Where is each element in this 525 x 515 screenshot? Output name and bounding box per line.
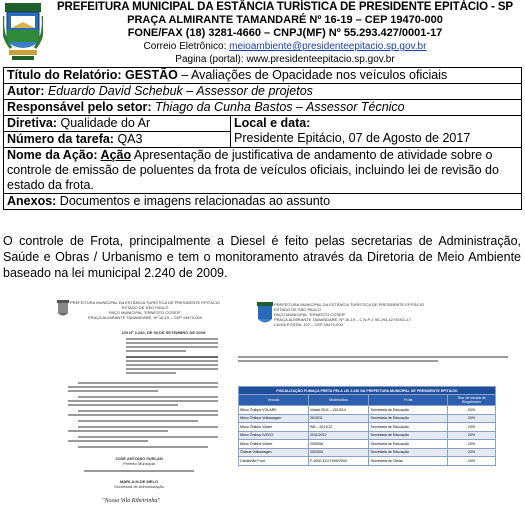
mini-letterhead-line: PAÇO MUNICIPAL "ERNESTO COSER" [274,312,347,317]
text-line [84,470,194,472]
law-title: LEI Nº 2.240, DE 09 DE SETEMBRO DE 2009. [121,330,207,335]
text-line [126,360,218,362]
table-cell: F-4000 4X4 1999/2000 [308,457,369,466]
inspection-table [238,386,496,466]
mini-letterhead-line: CAIXA POSTAL 107 – CEP 19470-000 [274,322,343,327]
report-info-table [3,67,522,210]
text-line [126,338,218,340]
table-cell: 20% [448,414,496,423]
table-row [239,448,496,457]
directive-label: Diretiva: [7,116,61,130]
text-line [78,382,218,384]
report-title-rest: – Avaliações de Opacidade nos veículos oficiais [177,68,448,82]
inspection-table-title: FISCALIZAÇÃO FUMAÇA PRETA PELA LEI 2.240 NA PREFEITURA MUNICIPAL DE PRESIDENTE EPITÁCIO [239,387,496,395]
table-row [239,423,496,432]
directive-row [4,116,522,132]
table-cell: Micro Ônibus IVECO [239,431,309,440]
email-link[interactable]: meioambiente@presidenteepitacio.sp.gov.br [229,41,427,52]
table-cell: W8 – 2011/12 [308,423,369,432]
table-cell: Micro Ônibus VOLARE [239,406,309,415]
site-link[interactable]: www.presidenteepitacio.sp.gov.br [246,54,395,65]
letterhead [48,1,522,66]
inspection-table-header-row [239,395,496,406]
text-line [68,390,158,392]
mini-letterhead-line: PRAÇA ALMIRANTE TAMANDARÉ, Nº 16-19 – CEP 19470-000 [88,315,202,320]
text-line [78,446,208,448]
text-line [238,360,438,362]
mini-letterhead-line: PREFEITURA MUNICIPAL DA ESTÂNCIA TURÍSTICA DE PRESIDENTE EPITÁCIO [274,302,424,307]
report-title-row [4,68,522,84]
table-row [239,457,496,466]
letterhead-institution: PREFEITURA MUNICIPAL DA ESTÂNCIA TURÍSTICA DE PRESIDENTE EPITÁCIO - SP [56,1,513,13]
report-title-label: Título do Relatório: [7,68,126,82]
mini-crest-icon [256,302,274,328]
text-line [126,372,176,374]
letterhead-phone: FONE/FAX (18) 3281-4660 – CNPJ(MF) Nº 55.293.427/0001-17 [127,27,443,39]
mayor-name: JOSÉ ANTONIO FURLAN [115,456,163,461]
text-line [68,400,218,402]
column-header: Teor de escala de Ringelmann [448,395,496,406]
table-cell: Secretaria de Educação [369,448,448,457]
text-line [78,436,218,438]
text-line [126,342,218,344]
text-line [126,350,186,352]
place-date-value: Presidente Epitácio, 07 de Agosto de 2017 [234,131,471,145]
inspection-table-title-row [239,387,496,395]
text-line [68,414,218,416]
table-cell: Ônibus Volkswagen [239,448,309,457]
place-date-label: Local e data: [234,116,311,130]
action-value: Apresentação de justificativa de andamento de atividade sobre o controle de emissão de poluentes da frota de veículos oficiais, incluindo lei de revisão do estado da frota. [7,148,499,192]
letterhead-site-line [48,53,522,66]
table-cell: Volare 2011 – 2013/14 [308,406,369,415]
table-cell: 2010/11 [308,414,369,423]
annex-value: Documentos e imagens relacionadas ao assunto [59,194,331,208]
site-prefix: Pagina (portal): [175,54,247,65]
table-cell: Secretaria de Educação [369,406,448,415]
text-line [126,356,218,358]
author-row [4,84,522,100]
table-cell: Micro Ônibus Volkswagen [239,414,309,423]
mini-letterhead-line: PREFEITURA MUNICIPAL DA ESTÂNCIA TURÍSTICA DE PRESIDENTE EPITÁCIO [70,300,220,305]
report-title-value: GESTÃO [125,68,178,82]
author-label: Autor: [7,84,48,98]
body-paragraph: O controle de Frota, principalmente a Diesel é feito pelas secretarias de Administração, Saúde e Obras / Urbanismo e tem o monitoramento através da Diretoria de Meio Ambiente baseado na lei municipal 2.240 de 2009. [3,234,521,280]
action-label: Nome da Ação: [7,148,101,162]
mini-letterhead-line: PRAÇA ALMIRANTE TAMANDARÉ, Nº 16-19 – C.N.P.J. 55.293.427/0001-17 [274,317,411,322]
city-motto: "Nossa Vila Ribeirinha" [102,498,160,504]
mini-letterhead-2 [274,302,464,327]
email-prefix: Correio Eletrônico: [143,41,230,52]
annex-label: Anexos: [7,194,60,208]
secretary-name: MARLA M DE MELO [119,479,159,484]
task-label: Número da tarefa: [7,132,118,146]
text-line [78,410,218,412]
text-line [68,440,148,442]
text-line [68,430,168,432]
text-line [126,346,218,348]
column-header: Veículo [239,395,309,406]
author-value: Eduardo David Schebuk – Assessor de projetos [47,84,313,98]
attached-law-document-image [54,298,222,512]
text-line [78,420,198,422]
action-word: Ação [100,148,132,162]
sector-label: Responsável pelo setor: [7,100,155,114]
column-header: Frota [369,395,448,406]
column-header: Modelo/Ano [308,395,369,406]
directive-value: Qualidade do Ar [60,116,151,130]
mini-letterhead-line: PAÇO MUNICIPAL "ERNESTO COSER" [108,310,182,315]
table-cell: Secretaria de Educação [369,431,448,440]
table-cell: 20% [448,431,496,440]
table-cell: Caminhão Ford [239,457,309,466]
table-row [239,414,496,423]
table-cell: Micro Ônibus Volare [239,423,309,432]
table-cell: 20% [448,423,496,432]
mini-letterhead-line: ESTADO DE SÃO PAULO [121,305,169,310]
table-cell: Secretaria de Educação [369,423,448,432]
text-line [68,386,218,388]
table-cell: Micro Ônibus Volare [239,440,309,449]
table-cell: Secretaria de Educação [369,414,448,423]
secretary-role: Secretária de Administração [113,484,165,489]
table-row [239,406,496,415]
table-cell: 20% [448,448,496,457]
sector-value: Thiago da Cunha Bastos – Assessor Técnico [154,100,405,114]
action-row [4,148,522,194]
mayor-role: Prefeito Municipal [123,461,155,466]
mini-letterhead-line: ESTADO DE SÃO PAULO [274,307,321,312]
task-value: QA3 [117,132,143,146]
table-cell: Secretaria de Educação [369,440,448,449]
table-cell: 2005/06 [308,440,369,449]
text-line [126,364,218,366]
letterhead-address: PRAÇA ALMIRANTE TAMANDARÉ Nº 16-19 – CEP 19470-000 [127,14,443,26]
text-line [78,426,218,428]
annex-row [4,194,522,210]
table-cell: 20% [448,406,496,415]
text-line [68,404,178,406]
table-cell: 20% [448,457,496,466]
table-cell: 2011/2012 [308,431,369,440]
text-line [126,368,218,370]
text-line [238,356,508,358]
mini-crest-icon [56,300,70,320]
letterhead-email-line [48,40,522,53]
table-cell: 2003/04 [308,448,369,457]
attached-inspection-table-image [230,298,520,512]
table-cell: 20% [448,440,496,449]
table-cell: Secretaria de Obras [369,457,448,466]
table-row [239,440,496,449]
table-row [239,431,496,440]
text-line [78,396,218,398]
municipal-crest-icon [3,2,43,62]
sector-row [4,100,522,116]
mini-letterhead-1 [70,300,220,320]
